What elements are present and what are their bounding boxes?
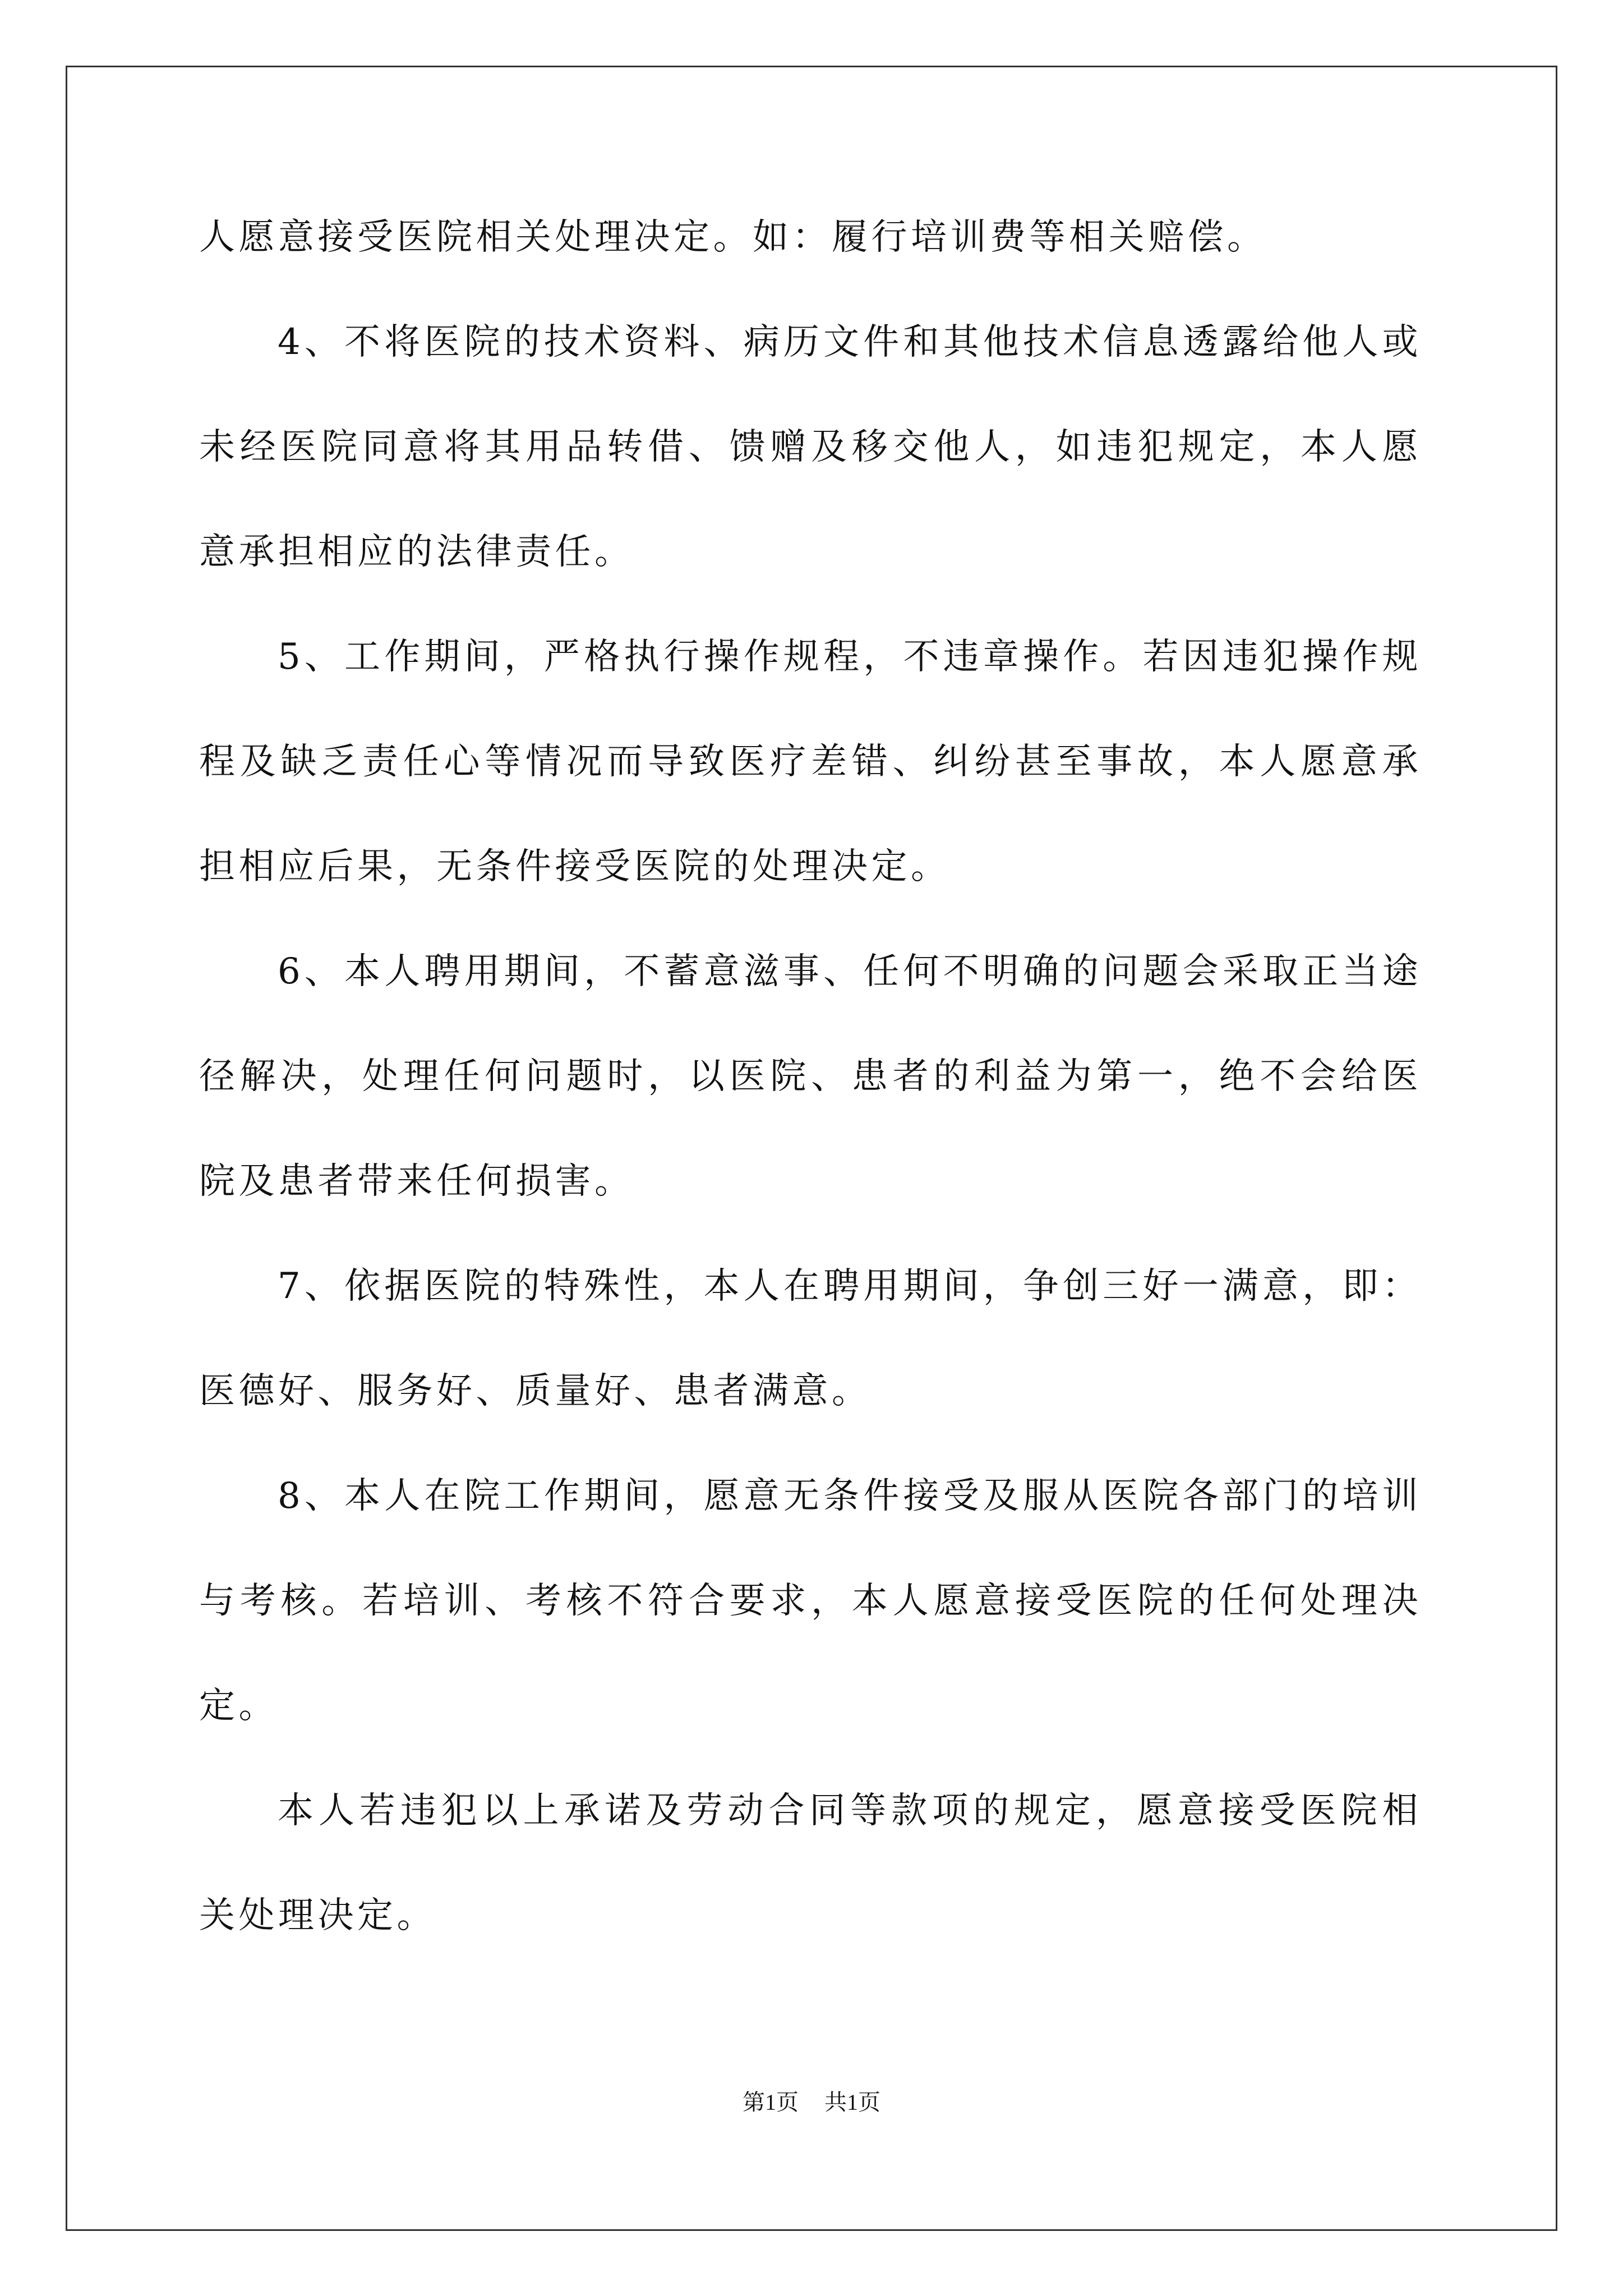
- paragraph-item-6: 6、本人聘用期间，不蓄意滋事、任何不明确的问题会采取正当途径解决，处理任何问题时，以医院、患者的利益为第一，绝不会给医院及患者带来任何损害。: [199, 951, 1422, 1202]
- paragraph-item-7: 7、依据医院的特殊性，本人在聘用期间，争创三好一满意，即：医德好、服务好、质量好、患者满意。: [199, 1266, 1422, 1412]
- paragraph-item-4: 4、不将医院的技术资料、病历文件和其他技术信息透露给他人或未经医院同意将其用品转借、馈赠及移交他人，如违犯规定，本人愿意承担相应的法律责任。: [199, 321, 1422, 573]
- paragraph-closing: 本人若违犯以上承诺及劳动合同等款项的规定，愿意接受医院相关处理决定。: [199, 1790, 1422, 1936]
- document-body: [199, 185, 1422, 1968]
- page-number: 第1页: [743, 2090, 799, 2115]
- page-total: 共1页: [824, 2090, 880, 2115]
- page-footer: [0, 2086, 1623, 2119]
- paragraph-continuation: 人愿意接受医院相关处理决定。如：履行培训费等相关赔偿。: [199, 217, 1267, 258]
- paragraph-item-8: 8、本人在院工作期间，愿意无条件接受及服从医院各部门的培训与考核。若培训、考核不符合要求，本人愿意接受医院的任何处理决定。: [199, 1475, 1422, 1727]
- paragraph-item-5: 5、工作期间，严格执行操作规程，不违章操作。若因违犯操作规程及缺乏责任心等情况而导致医疗差错、纠纷甚至事故，本人愿意承担相应后果，无条件接受医院的处理决定。: [199, 636, 1422, 887]
